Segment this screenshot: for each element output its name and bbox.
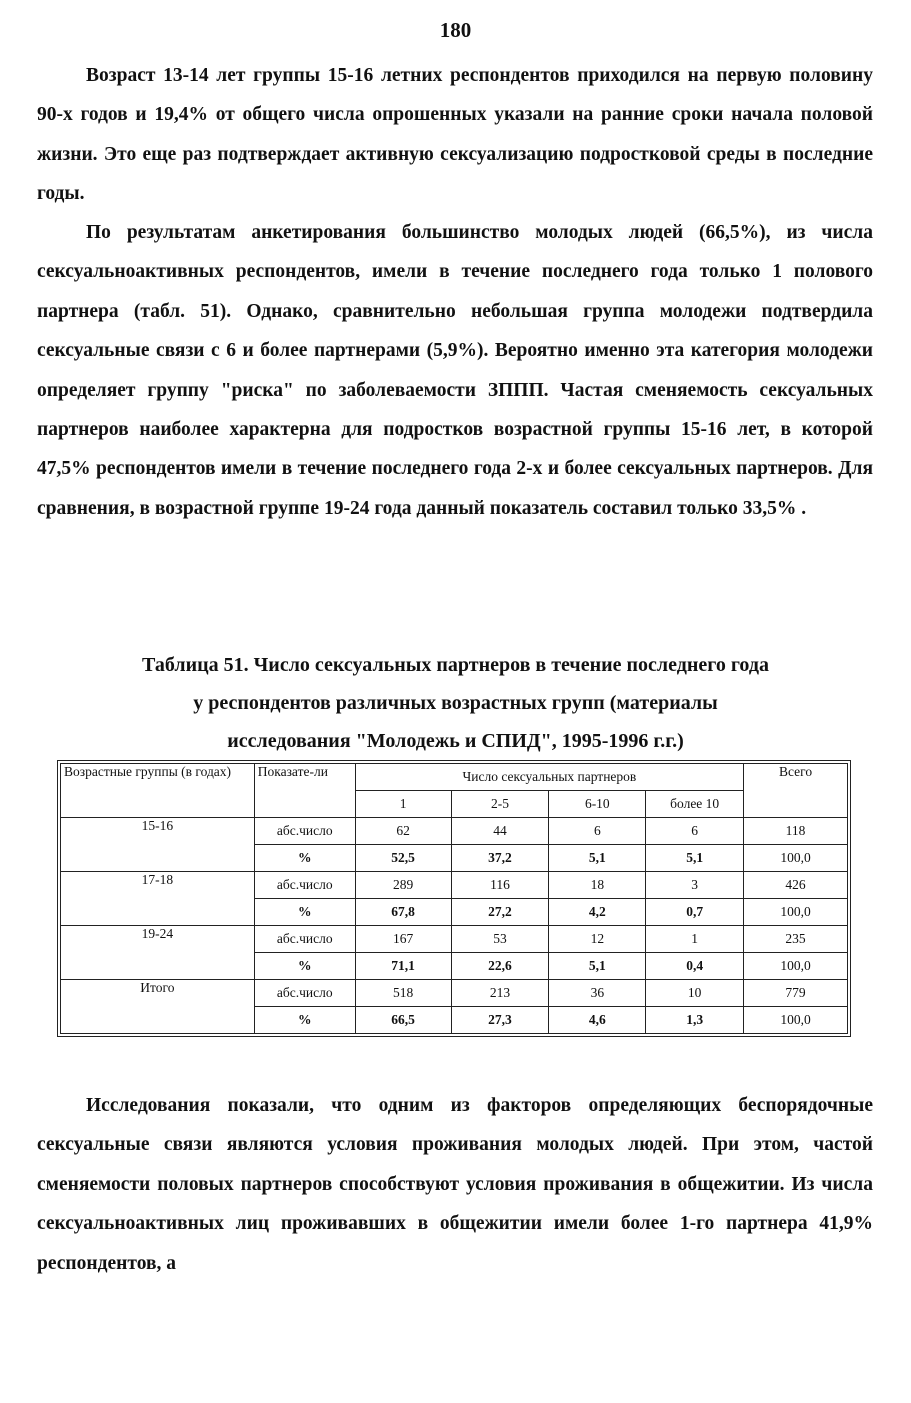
cell-value: 5,1 <box>646 845 744 872</box>
cell-value: 0,4 <box>646 953 744 980</box>
cell-total: 100,0 <box>744 953 848 980</box>
cell-value: 4,6 <box>549 1007 646 1034</box>
header-total: Всего <box>744 764 848 818</box>
cell-value: 116 <box>451 872 549 899</box>
cell-value: 18 <box>549 872 646 899</box>
header-partners-2-5: 2-5 <box>451 791 549 818</box>
cell-value: 52,5 <box>355 845 451 872</box>
cell-total: 100,0 <box>744 1007 848 1034</box>
cell-total: 779 <box>744 980 848 1007</box>
cell-value: 36 <box>549 980 646 1007</box>
cell-value: 0,7 <box>646 899 744 926</box>
cell-value: 22,6 <box>451 953 549 980</box>
cell-total: 100,0 <box>744 899 848 926</box>
table-row <box>61 926 848 953</box>
paragraph-results: По результатам анкетирования большинство молодых людей (66,5%), из числа сексуальноактивных респондентов, имели в течение последнего года только 1 полового партнера (табл. 51). Однако, сравнительно небольшая группа молодежи подтвердила сексуальные связи с 6 и более партнерами (5,9%). Вероятно именно эта категория молодежи определяет группу "риска" по заболеваемости ЗППП. Частая сменяемость сексуальных партнеров наиболее характерна для подростков возрастной группы 15-16 лет, в которой 47,5% респондентов имели в течение последнего года 2-х и более сексуальных партнеров. Для сравнения, в возрастной группе 19-24 года данный показатель составил только 33,5% . <box>37 222 873 519</box>
paragraph-findings: Исследования показали, что одним из факторов определяющих беспорядочные сексуальные связи являются условия проживания молодых людей. При этом, частой сменяемости половых партнеров способствуют условия проживания в общежитии. Из числа сексуальноактивных лиц проживавших в общежитии имели более 1-го партнера 41,9% респондентов, а <box>37 1095 873 1274</box>
cell-value: 27,3 <box>451 1007 549 1034</box>
header-age-group: Возрастные группы (в годах) <box>61 764 255 818</box>
cell-value: 3 <box>646 872 744 899</box>
cell-value: 53 <box>451 926 549 953</box>
cell-value: 167 <box>355 926 451 953</box>
table-row <box>61 872 848 899</box>
cell-value: 6 <box>646 818 744 845</box>
row-indicator: % <box>254 1007 355 1034</box>
table-row <box>61 818 848 845</box>
header-partners: Число сексуальных партнеров <box>355 764 743 791</box>
header-indicator: Показате-ли <box>254 764 355 818</box>
cell-value: 6 <box>549 818 646 845</box>
row-indicator: абс.число <box>254 926 355 953</box>
cell-value: 44 <box>451 818 549 845</box>
table-row <box>61 980 848 1007</box>
cell-value: 71,1 <box>355 953 451 980</box>
cell-value: 67,8 <box>355 899 451 926</box>
cell-value: 27,2 <box>451 899 549 926</box>
table-caption-line-3: исследования "Молодежь и СПИД", 1995-1996 г.г.) <box>227 730 684 752</box>
row-group: 15-16 <box>61 818 255 872</box>
row-indicator: % <box>254 953 355 980</box>
row-indicator: абс.число <box>254 872 355 899</box>
row-indicator: абс.число <box>254 818 355 845</box>
row-group: 19-24 <box>61 926 255 980</box>
cell-value: 62 <box>355 818 451 845</box>
page-number: 180 <box>439 18 472 42</box>
cell-total: 235 <box>744 926 848 953</box>
row-indicator: абс.число <box>254 980 355 1007</box>
cell-value: 518 <box>355 980 451 1007</box>
cell-total: 118 <box>744 818 848 845</box>
cell-value: 4,2 <box>549 899 646 926</box>
cell-value: 66,5 <box>355 1007 451 1034</box>
cell-value: 1,3 <box>646 1007 744 1034</box>
partners-table <box>60 763 848 1034</box>
table-caption-line-2: у респондентов различных возрастных групп (материалы <box>193 692 718 714</box>
cell-total: 100,0 <box>744 845 848 872</box>
cell-value: 10 <box>646 980 744 1007</box>
cell-value: 1 <box>646 926 744 953</box>
header-partners-1: 1 <box>355 791 451 818</box>
cell-value: 213 <box>451 980 549 1007</box>
table-header-row <box>61 764 848 791</box>
header-partners-6-10: 6-10 <box>549 791 646 818</box>
header-partners-10-plus: более 10 <box>646 791 744 818</box>
row-indicator: % <box>254 899 355 926</box>
cell-total: 426 <box>744 872 848 899</box>
cell-value: 37,2 <box>451 845 549 872</box>
cell-value: 12 <box>549 926 646 953</box>
paragraph-intro: Возраст 13-14 лет группы 15-16 летних респондентов приходился на первую половину 90-х годов и 19,4% от общего числа опрошенных указали на ранние сроки начала половой жизни. Это еще раз подтверждает активную сексуализацию подростковой среды в последние годы. <box>37 65 873 205</box>
cell-value: 289 <box>355 872 451 899</box>
row-group: Итого <box>61 980 255 1034</box>
cell-value: 5,1 <box>549 845 646 872</box>
row-indicator: % <box>254 845 355 872</box>
cell-value: 5,1 <box>549 953 646 980</box>
table-caption-line-1: Таблица 51. Число сексуальных партнеров в течение последнего года <box>142 654 769 676</box>
row-group: 17-18 <box>61 872 255 926</box>
